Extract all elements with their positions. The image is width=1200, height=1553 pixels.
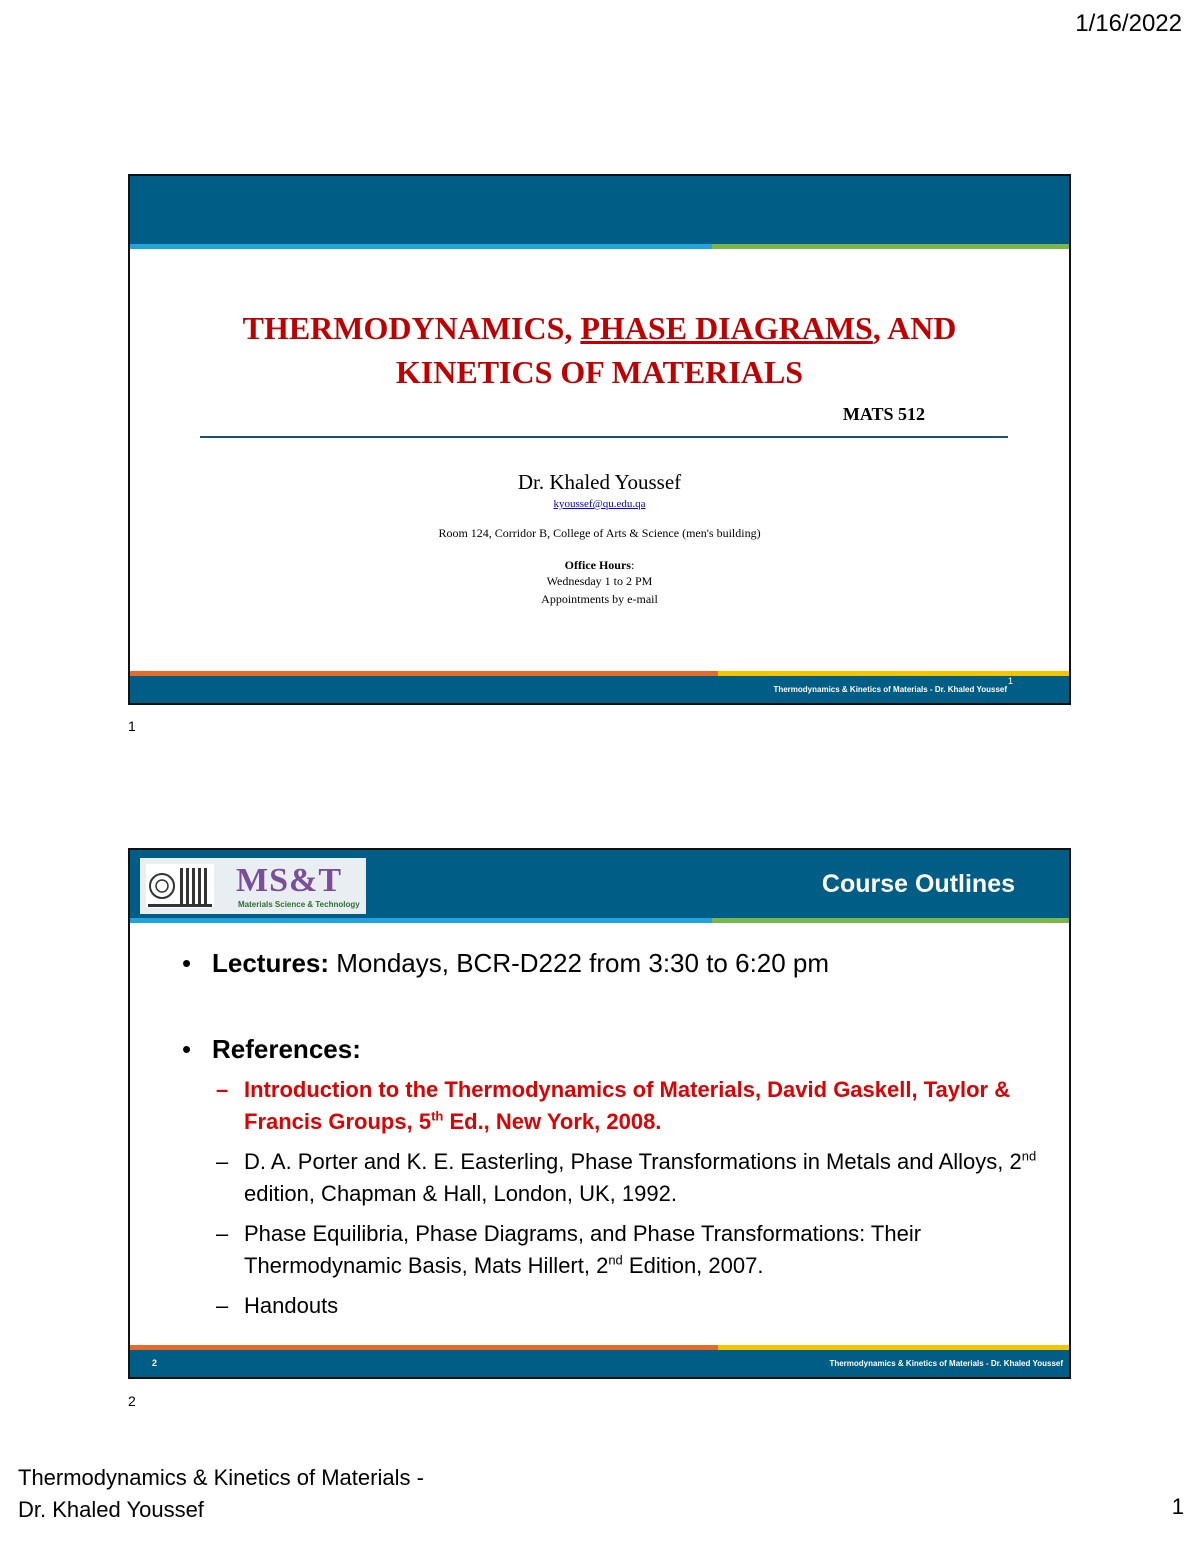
- reference-item: – Handouts: [216, 1293, 339, 1318]
- slide-title: THERMODYNAMICS, PHASE DIAGRAMS, AND KINETICS OF MATERIALS: [242, 310, 957, 390]
- reference-item: – D. A. Porter and K. E. Easterling, Phase Transformations in Metals and Alloys, 2nd edition, Chapman & Hall, London, UK, 1992.: [216, 1148, 1037, 1206]
- appointments-note: Appointments by e-mail: [541, 592, 658, 606]
- header-stripe-blue: [130, 244, 712, 249]
- divider: [200, 436, 1008, 438]
- msnt-logo: [140, 858, 366, 914]
- references-bullet: • References:: [182, 1034, 361, 1064]
- footer-author: Dr. Khaled Youssef: [18, 1497, 204, 1522]
- instructor-email-link[interactable]: kyoussef@qu.edu.qa: [553, 498, 646, 510]
- office-hours-time: Wednesday 1 to 2 PM: [546, 574, 653, 588]
- slide-header-bar: [130, 850, 1069, 918]
- slide-1-number: 1: [128, 718, 136, 734]
- lectures-bullet: • Lectures: Mondays, BCR-D222 from 3:30 to 6:20 pm: [182, 948, 830, 978]
- slide-header-bar: [130, 176, 1069, 244]
- slide-footer-bar: [130, 676, 1069, 705]
- header-stripe-blue: [130, 918, 712, 923]
- slide-body: [182, 946, 1042, 1322]
- course-code: MATS 512: [842, 404, 925, 424]
- slide-1: [128, 174, 1071, 705]
- reference-item: – Introduction to the Thermodynamics of Materials, David Gaskell, Taylor & Francis Groups, 5th Ed., New York, 2008.: [216, 1077, 1011, 1134]
- logo-text: MS&T: [236, 862, 342, 899]
- footer-text: Thermodynamics & Kinetics of Materials - Dr. Khaled Youssef: [773, 685, 1007, 694]
- footer-text: Thermodynamics & Kinetics of Materials - Dr. Khaled Youssef: [829, 1359, 1063, 1368]
- page-date: 1/16/2022: [1075, 10, 1182, 37]
- instructor-name: Dr. Khaled Youssef: [517, 470, 682, 494]
- building-logo-icon: [146, 864, 214, 908]
- logo-subtitle: Materials Science & Technology: [238, 900, 360, 909]
- footer-slide-number: 2: [152, 1358, 158, 1368]
- office-hours-heading: Office Hours:: [564, 558, 635, 572]
- page-footer: [18, 1462, 424, 1526]
- footer-slide-number: 1: [1007, 676, 1013, 686]
- office-room: Room 124, Corridor B, College of Arts & Science (men's building): [438, 526, 761, 540]
- slide-footer-bar: [130, 1350, 1069, 1379]
- slide-2-number: 2: [128, 1393, 136, 1409]
- slide-title: Course Outlines: [821, 870, 1015, 898]
- footer-course: Thermodynamics & Kinetics of Materials -: [18, 1465, 424, 1490]
- page-number: 1: [1171, 1494, 1184, 1519]
- reference-item: – Phase Equilibria, Phase Diagrams, and Phase Transformations: Their Thermodynamic Basis, Mats Hillert, 2nd Edition, 2007.: [216, 1221, 922, 1278]
- slide-2: [128, 848, 1071, 1379]
- header-stripe-green: [712, 918, 1071, 923]
- header-stripe-green: [712, 244, 1071, 249]
